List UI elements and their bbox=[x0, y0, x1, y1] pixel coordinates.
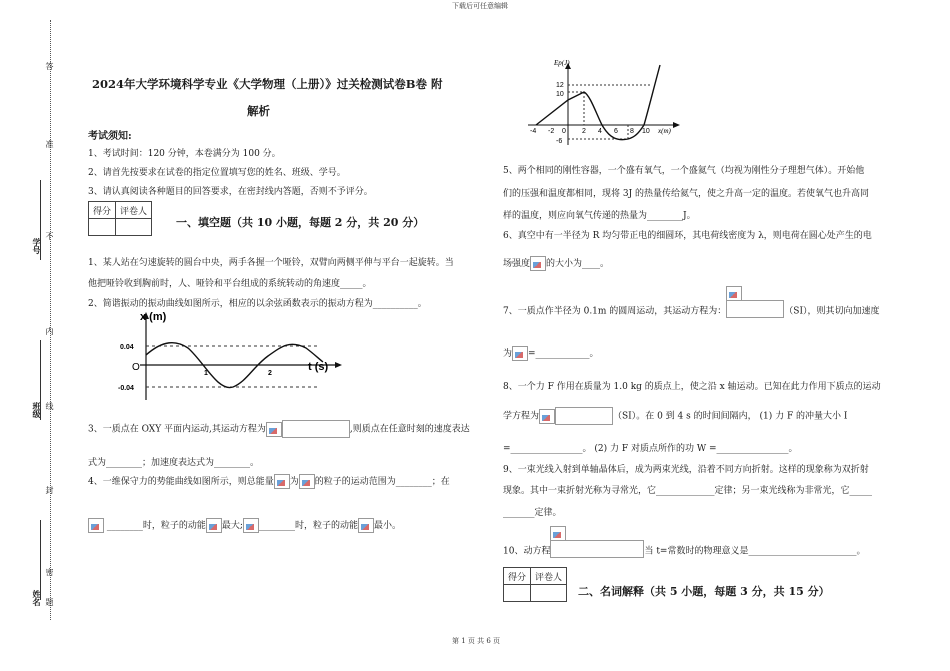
question-3-cont: 式为________；加速度表达式为________。 bbox=[88, 458, 260, 468]
equation-image-icon bbox=[88, 518, 104, 533]
binding-mark: 答 bbox=[45, 62, 54, 70]
binding-mark: 密 bbox=[45, 568, 54, 576]
binding-label-id: 学号 bbox=[32, 238, 42, 254]
question-3 bbox=[88, 420, 470, 438]
energy-xlabel: x(m) bbox=[658, 127, 671, 135]
energy-xtick: 6 bbox=[614, 128, 618, 135]
equation-image-icon bbox=[539, 409, 555, 424]
binding-mark: 内 bbox=[45, 327, 54, 335]
equation-image-icon bbox=[550, 526, 566, 541]
score-box bbox=[88, 201, 152, 236]
energy-xtick: 10 bbox=[642, 128, 650, 135]
binding-label-class: 班级 bbox=[32, 402, 42, 418]
q4-text-a: 4、一维保守力的势能曲线如图所示，则总能量 bbox=[88, 477, 274, 487]
question-2: 2、简谐振动的振动曲线如图所示，相应的以余弦函数表示的振动方程为__________。 bbox=[88, 299, 427, 309]
binding-underline bbox=[40, 520, 41, 600]
q4-text-d: ________时，粒子的动能 bbox=[106, 521, 206, 531]
question-4 bbox=[88, 474, 450, 489]
equation-image-icon bbox=[206, 518, 222, 533]
osc-ylabel: x (m) bbox=[140, 311, 167, 323]
binding-line bbox=[50, 20, 51, 620]
score-cell[interactable] bbox=[504, 585, 531, 602]
grader-label: 评卷人 bbox=[531, 568, 567, 585]
section-heading: 二、名词解释（共 5 小题，每题 3 分，共 15 分） bbox=[578, 585, 830, 598]
q4-text-g: 最小。 bbox=[373, 521, 401, 531]
q4-text-e: 最大; bbox=[221, 521, 243, 531]
page-footer: 第 1 页 共 6 页 bbox=[452, 637, 501, 645]
q6-text-a: 场强度 bbox=[503, 259, 531, 269]
answer-box[interactable] bbox=[555, 407, 613, 425]
question-5-cont: 样的温度，则应向氧气传递的热量为________J。 bbox=[503, 211, 696, 221]
equation-image-icon bbox=[358, 518, 374, 533]
score-box bbox=[503, 567, 567, 602]
equation-image-icon bbox=[274, 474, 290, 489]
section-heading: 一、填空题（共 10 小题，每题 2 分，共 20 分） bbox=[176, 216, 425, 229]
osc-xtick-1: 1 bbox=[204, 370, 208, 377]
grader-label: 评卷人 bbox=[116, 202, 152, 219]
score-label: 得分 bbox=[504, 568, 531, 585]
binding-mark: 不 bbox=[45, 232, 54, 240]
question-7 bbox=[503, 300, 880, 322]
energy-ylabel: Ep(J) bbox=[554, 59, 570, 67]
osc-xtick-2: 2 bbox=[268, 370, 272, 377]
energy-xtick: 4 bbox=[598, 128, 602, 135]
question-6-cont bbox=[503, 256, 609, 271]
question-8: 8、一个力 F 作用在质量为 1.0 kg 的质点上，使之沿 x 轴运动。已知在此力作用下质点的运动 bbox=[503, 382, 881, 392]
q8-text-b: （SI）。在 0 到 4 s 的时间间隔内， (1) 力 F 的冲量大小 I bbox=[613, 411, 848, 422]
q3-text-b: ,则质点在任意时刻的速度表达 bbox=[349, 424, 470, 435]
question-7-cont bbox=[503, 346, 599, 361]
notice-item: 1、考试时间：120 分钟，本卷满分为 100 分。 bbox=[88, 149, 281, 159]
binding-mark: 题 bbox=[45, 598, 54, 606]
question-1: 1、某人站在匀速旋转的圆台中央，两手各握一个哑铃，双臂向两侧平伸与平台一起旋转。当 bbox=[88, 258, 454, 268]
question-1-cont: 他把哑铃收到胸前时，人、哑铃和平台组成的系统转动的角速度_____。 bbox=[88, 279, 372, 289]
energy-ytick: 0 bbox=[562, 128, 566, 135]
q7-text-c: 为 bbox=[503, 349, 513, 359]
question-5: 5、两个相同的刚性容器，一个盛有氧气，一个盛氦气（均视为刚性分子理想气体）。开始他 bbox=[503, 166, 865, 176]
question-9: 9、一束光线入射到单轴晶体后，成为两束光线，沿着不同方向折射。这样的现象称为双折射 bbox=[503, 465, 869, 475]
q4-text-c: 的粒子的运动范围为________；在 bbox=[314, 477, 450, 487]
score-label: 得分 bbox=[89, 202, 116, 219]
energy-xtick: 8 bbox=[630, 128, 634, 135]
q7-text-d: =____________。 bbox=[528, 349, 599, 359]
osc-origin: O bbox=[132, 362, 140, 373]
question-5-cont: 们的压强和温度都相同，现将 3J 的热量传给氦气，使之升高一定的温度。若使氧气也升高同 bbox=[503, 189, 870, 199]
q3-text-a: 3、一质点在 OXY 平面内运动,其运动方程为 bbox=[88, 424, 266, 435]
grader-cell[interactable] bbox=[116, 219, 152, 236]
notice-item: 3、请认真阅读各种题目的回答要求，在密封线内答题，否则不予评分。 bbox=[88, 187, 373, 197]
q8-text-a: 学方程为 bbox=[503, 411, 540, 422]
paper-title-cont: 解析 bbox=[247, 104, 270, 118]
binding-mark: 封 bbox=[45, 486, 54, 494]
question-4-cont bbox=[88, 518, 401, 533]
question-8-cont: =________________。 (2) 力 F 对质点所作的功 W =________________。 bbox=[503, 444, 798, 454]
binding-underline bbox=[40, 180, 41, 260]
score-cell[interactable] bbox=[89, 219, 116, 236]
binding-underline bbox=[40, 340, 41, 420]
osc-ytick-neg: -0.04 bbox=[118, 385, 134, 392]
answer-box[interactable] bbox=[726, 300, 784, 318]
q4-text-b: 为 bbox=[289, 477, 299, 487]
equation-image-icon bbox=[530, 256, 546, 271]
q4-text-f: ________时，粒子的动能 bbox=[258, 521, 358, 531]
binding-mark: 线 bbox=[45, 402, 54, 410]
question-9-cont: 现象。其中一束折射光称为寻常光，它_____________定律；另一束光线称为非常光，它_____ bbox=[503, 486, 873, 496]
q6-text-b: 的大小为____。 bbox=[546, 259, 610, 269]
answer-box[interactable] bbox=[282, 420, 350, 438]
question-8-cont bbox=[503, 407, 847, 425]
q10-text-b: 当 t=常数时的物理意义是________________________。 bbox=[644, 546, 866, 557]
osc-ytick-pos: 0.04 bbox=[120, 344, 134, 351]
question-6: 6、真空中有一半径为 R 均匀带正电的细圆环，其电荷线密度为 λ，则电荷在圆心处产生的电 bbox=[503, 231, 872, 241]
potential-energy-graph bbox=[518, 55, 688, 147]
notice-heading: 考试须知: bbox=[88, 131, 132, 142]
equation-image-icon bbox=[299, 474, 315, 489]
header-note: 下载后可任意编辑 bbox=[452, 2, 508, 10]
binding-label-name: 姓名 bbox=[32, 590, 42, 606]
energy-xtick: -4 bbox=[530, 128, 537, 135]
energy-xtick: 2 bbox=[582, 128, 586, 135]
notice-item: 2、请首先按要求在试卷的指定位置填写您的姓名、班级、学号。 bbox=[88, 168, 346, 178]
energy-xtick: -2 bbox=[548, 128, 555, 135]
question-10 bbox=[503, 540, 865, 562]
q10-text-a: 10、动方程 bbox=[503, 546, 551, 557]
energy-ytick: -6 bbox=[556, 138, 563, 145]
equation-image-icon bbox=[243, 518, 259, 533]
paper-title: 2024年大学环境科学专业《大学物理（上册）》过关检测试卷B卷 附 bbox=[92, 77, 443, 91]
answer-box[interactable] bbox=[550, 540, 644, 558]
equation-image-icon bbox=[266, 422, 282, 437]
equation-image-icon bbox=[726, 286, 742, 301]
q7-text-a: 7、一质点作半径为 0.1m 的圆周运动，其运动方程为： bbox=[503, 306, 727, 317]
question-9-cont: _______定律。 bbox=[503, 508, 562, 518]
energy-ytick: 12 bbox=[556, 82, 564, 89]
oscillation-graph bbox=[118, 310, 358, 402]
binding-mark: 准 bbox=[45, 140, 54, 148]
energy-ytick: 10 bbox=[556, 91, 564, 98]
osc-xlabel: t (s) bbox=[308, 361, 329, 373]
grader-cell[interactable] bbox=[531, 585, 567, 602]
q7-text-b: （SI），则其切向加速度 bbox=[784, 306, 880, 317]
equation-image-icon bbox=[512, 346, 528, 361]
